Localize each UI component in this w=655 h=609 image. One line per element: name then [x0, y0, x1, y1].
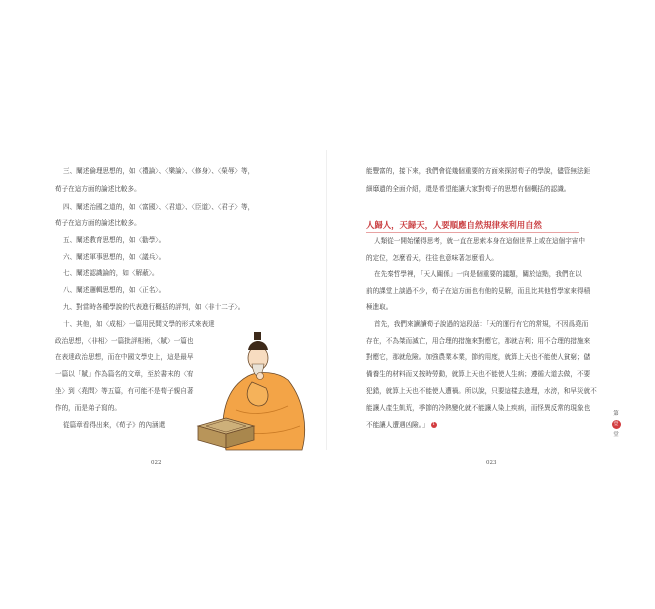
text-line: 極進取。: [366, 303, 393, 311]
text-line: 坐〉到〈堯問〉等五篇，有可能不是荀子親自著: [55, 387, 194, 395]
text-line: 九、對當時各種學說的代表進行概括的評判，如〈非十二子〉。: [63, 303, 245, 311]
footnote-marker: 1: [432, 422, 436, 427]
text-line: 五、闡述教育思想的，如〈勸學〉。: [63, 236, 166, 244]
text-line: 能讓人產生飢荒，季節的冷熱變化就不能讓人染上疾病，而怪異反常的現象也: [366, 404, 591, 412]
text-line: 從篇章看得出來，《荀子》的內涵還: [63, 421, 166, 429]
text-line: 七、闡述認識論的，如〈解蔽〉。: [63, 269, 159, 277]
text-line: 荀子在這方面的論述比較多。: [55, 185, 141, 193]
left-page: [0, 0, 327, 609]
text-line: 人類從一開始懂得思考，就一直在思索本身在這個世界上或在這個宇宙中: [374, 237, 585, 245]
text-line: 存在，不為桀而滅亡，用合理的措施來對應它，那就吉利；用不合理的措施來: [366, 337, 591, 345]
text-line: 首先，我們來讀讀荀子說過的這段話：「天的運行有它的常規，不因爲堯而: [374, 320, 589, 328]
text-line-content: 不能讓人遭遇凶險。」: [366, 421, 429, 429]
text-line: 的定位，怎麼看天，往往也意味著怎麼看人。: [366, 254, 498, 262]
text-line: 對應它，那就危險。加強農業本業，節約用度，就算上天也不能使人貧窮；儲: [366, 353, 591, 361]
page-number: 022: [151, 460, 162, 466]
text-line: 荀子在這方面的論述比較多。: [55, 219, 141, 227]
text-line: 前的課堂上談過不少，荀子在這方面也有他的見解，而且比其他哲學家來得積: [366, 287, 591, 295]
scholar-illustration: [196, 318, 326, 458]
section-heading: 人歸人，天歸天，人要順應自然規律來利用自然: [366, 220, 542, 230]
text-line: 在先秦哲學裡，「天人關係」一向是個重要的議題，關於這點，我們在以: [374, 270, 582, 278]
chapter-tab-bottom: 堂: [613, 432, 619, 438]
text-line: [366, 420, 437, 430]
text-line: 細靡遺的全面介紹，還是希望能讓大家對荀子的思想有個概括的認識。: [366, 185, 571, 193]
text-line: 三、闡述倫理思想的，如〈禮論〉、〈樂論〉、〈修身〉、〈榮辱〉等，: [63, 167, 255, 175]
text-line: 犯錯，就算上天也不能使人遭禍。所以說，只要這樣去進理，水滂，和早災就不: [366, 387, 597, 395]
page-number: 023: [486, 460, 497, 466]
text-line: 能豐富的，接下來，我們會從幾個重要的方面來探討荀子的學說，儘管無法鉅: [366, 167, 591, 175]
text-line: 四、闡述治國之道的，如〈富國〉、〈君道〉、〈臣道〉、〈君子〉等，: [63, 203, 255, 211]
text-line: 政治思想，〈非相〉一篇批評相術，〈賦〉一篇也: [55, 337, 194, 345]
text-line: 六、闡述軍事思想的，如〈議兵〉。: [63, 253, 166, 261]
chapter-tab-top: 第: [613, 411, 619, 417]
text-line: 一篇以「賦」作為篇名的文章，至於書末的〈宥: [55, 370, 194, 378]
chapter-tab: [611, 409, 621, 440]
heading-underline: [366, 232, 579, 233]
text-line: 作的，而是弟子寫的。: [55, 404, 121, 412]
text-line: 十、其他，如〈成相〉一篇用民間文學的形式來表達: [63, 320, 215, 328]
chapter-tab-circle: 壹: [613, 421, 619, 427]
text-line: 八、闡述邏輯思想的，如〈正名〉。: [63, 286, 166, 294]
text-line: 備養生的材料而又按時勞動，就算上天也不能使人生病；遵循大道去做，不要: [366, 370, 591, 378]
text-line: 在表達政治思想，而在中國文學史上，這是最早: [55, 353, 194, 361]
